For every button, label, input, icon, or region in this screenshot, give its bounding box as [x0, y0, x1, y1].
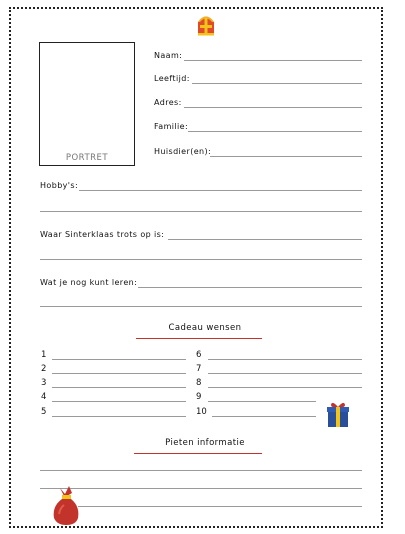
familie-line[interactable] — [188, 131, 362, 132]
mitre-icon — [195, 13, 217, 37]
pieten-line[interactable] — [78, 506, 362, 507]
leren-line-2[interactable] — [40, 306, 362, 307]
field-label-naam: Naam: — [154, 51, 183, 60]
field-label-trots: Waar Sinterklaas trots op is: — [40, 230, 165, 239]
cadeau-underline — [136, 338, 262, 339]
field-label-hobbys: Hobby's: — [40, 181, 79, 190]
cadeau-line[interactable] — [52, 387, 186, 388]
sack-icon — [51, 484, 81, 526]
field-label-leeftijd: Leeftijd: — [154, 74, 190, 83]
cadeau-number: 7 — [196, 364, 202, 374]
pieten-title: Pieten informatie — [165, 438, 245, 448]
huisdieren-line[interactable] — [210, 156, 362, 157]
field-label-familie: Familie: — [154, 122, 189, 131]
hobbys-line-1[interactable] — [79, 190, 362, 191]
hobbys-line-2[interactable] — [40, 211, 362, 212]
cadeau-line[interactable] — [52, 416, 186, 417]
portrait-frame[interactable] — [39, 42, 135, 166]
cadeau-line[interactable] — [208, 373, 362, 374]
pieten-underline — [134, 453, 262, 454]
adres-line[interactable] — [184, 107, 362, 108]
naam-line[interactable] — [184, 60, 362, 61]
cadeau-line[interactable] — [208, 387, 362, 388]
field-label-adres: Adres: — [154, 98, 182, 107]
leeftijd-line[interactable] — [192, 83, 362, 84]
cadeau-number: 6 — [196, 350, 202, 360]
cadeau-line[interactable] — [52, 401, 186, 402]
cadeau-line[interactable] — [208, 359, 362, 360]
cadeau-line[interactable] — [208, 401, 316, 402]
cadeau-number: 5 — [41, 407, 47, 417]
cadeau-title: Cadeau wensen — [168, 323, 242, 333]
cadeau-line[interactable] — [52, 359, 186, 360]
cadeau-number: 8 — [196, 378, 202, 388]
trots-line-2[interactable] — [40, 259, 362, 260]
field-label-huisdieren: Huisdier(en): — [154, 147, 212, 156]
pieten-line[interactable] — [40, 470, 362, 471]
cadeau-line[interactable] — [212, 416, 316, 417]
cadeau-number: 10 — [196, 407, 207, 417]
pieten-line[interactable] — [40, 488, 362, 489]
field-label-leren: Wat je nog kunt leren: — [40, 278, 138, 287]
trots-line-1[interactable] — [168, 239, 362, 240]
cadeau-number: 3 — [41, 378, 47, 388]
gift-icon — [326, 400, 350, 428]
cadeau-number: 4 — [41, 392, 47, 402]
portrait-label: PORTRET — [65, 153, 109, 163]
cadeau-line[interactable] — [52, 373, 186, 374]
cadeau-number: 2 — [41, 364, 47, 374]
leren-line-1[interactable] — [138, 287, 362, 288]
cadeau-number: 1 — [41, 350, 47, 360]
cadeau-number: 9 — [196, 392, 202, 402]
